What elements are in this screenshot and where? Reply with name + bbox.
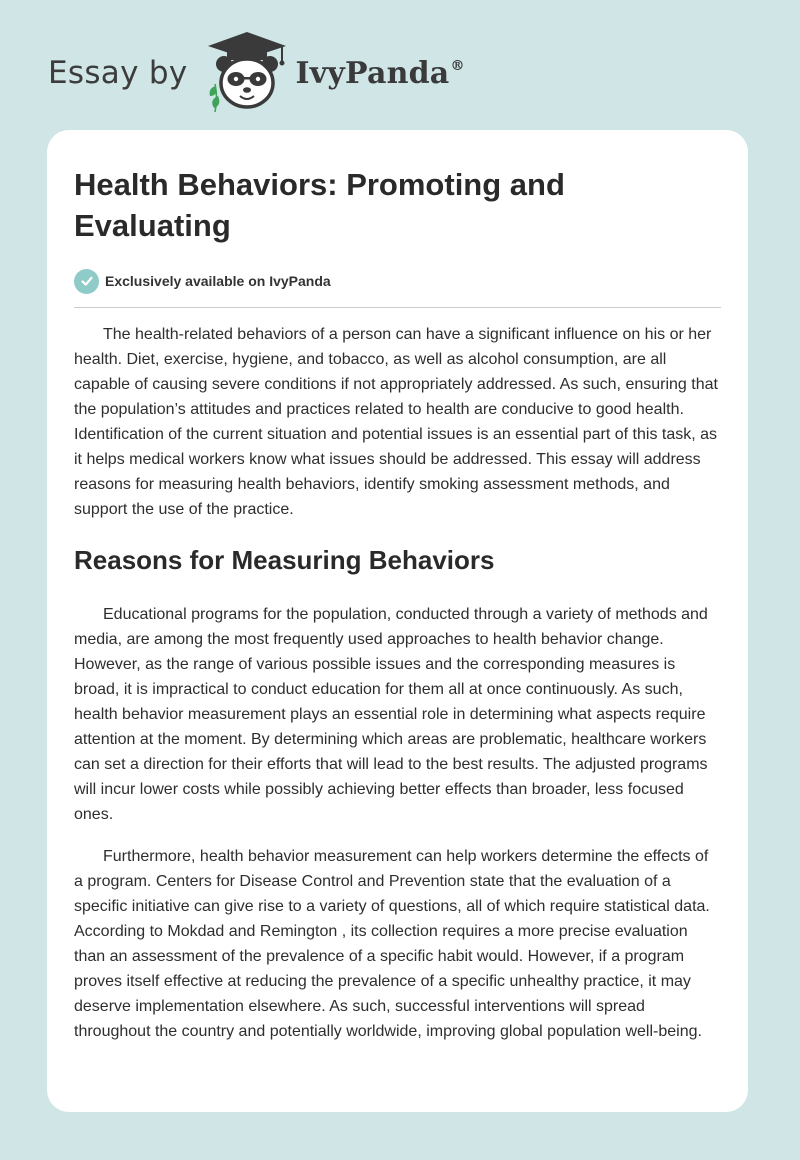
essay-card xyxy=(47,130,748,1112)
page-title: Health Behaviors: Promoting and Evaluating xyxy=(74,167,565,243)
brand-name[interactable]: IvyPanda® xyxy=(295,55,465,91)
divider xyxy=(74,307,721,308)
exclusive-label: Exclusively available on IvyPanda xyxy=(105,273,331,289)
ivy-leaf-icon xyxy=(209,84,219,112)
site-header xyxy=(48,28,465,118)
section-heading: Reasons for Measuring Behaviors xyxy=(74,545,495,575)
exclusive-notice xyxy=(74,267,721,295)
registered-mark: ® xyxy=(450,57,465,74)
essay-by-label: Essay by xyxy=(48,55,188,91)
intro-paragraph: The health-related behaviors of a person can have a significant influence on his or her health. Diet, exercise, hygiene, and tobacco, as well as alcohol consumption, are all capable of causing severe conditions if not appropriately addressed. As such, ensuring that the population’s attitudes and practices related to health are conducive to good health. Identification of the current situation and potential issues is an essential part of this task, as it helps medical workers know what issues should be addressed. This essay will address reasons for measuring health behaviors, identify smoking assessment methods, and support the use of the practice. xyxy=(74,326,718,518)
section-paragraph: Furthermore, health behavior measurement can help workers determine the effects of a program. Centers for Disease Control and Prevention state that the evaluation of a specific initiative can give rise to a variety of questions, all of which require statistical data. According to Mokdad and Remington , its collection requires a more precise evaluation than an assessment of the prevalence of a specific habit would. However, if a program proves itself effective at reducing the prevalence of a specific unhealthy practice, it may deserve implementation elsewhere. As such, successful interventions will spread throughout the country and potentially worldwide, improving global population well-being. xyxy=(74,848,710,1040)
section-paragraph: Educational programs for the population, conducted through a variety of methods and media, are among the most frequently used approaches to health behavior change. However, as the range of various possible issues and the corresponding measures is broad, it is impractical to conduct education for them all at once continuously. As such, health behavior measurement plays an essential role in determining what aspects require attention at the moment. By determining which areas are problematic, healthcare workers can set a direction for their efforts that will lead to the best results. The adjusted programs will incur lower costs while possibly achieving better effects than broader, less focused ones. xyxy=(74,606,708,823)
check-icon xyxy=(74,269,99,294)
panda-graduate-logo-icon[interactable] xyxy=(202,28,292,118)
